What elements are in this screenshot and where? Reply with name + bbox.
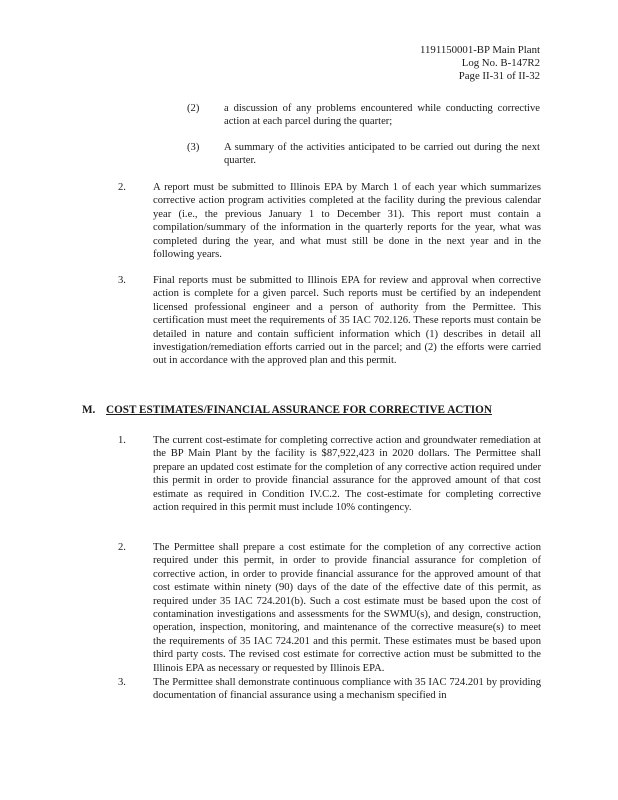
- list-item-report-annual: [118, 181, 543, 261]
- header-facility-id: 1191150001-BP Main Plant: [420, 44, 540, 56]
- list-item-number: 3.: [118, 677, 126, 688]
- list-item-number: 1.: [118, 435, 126, 446]
- list-item-financial-assurance: [118, 676, 543, 703]
- sub-item-number: (3): [187, 142, 200, 153]
- header-page-number: Page II-31 of II-32: [458, 70, 540, 83]
- list-item-current-cost-estimate: [118, 434, 543, 514]
- sub-item-number: (2): [187, 103, 200, 114]
- sub-item-text: A summary of the activities anticipated to be carried out during the next quarter.: [224, 142, 540, 167]
- list-item-text: The Permittee shall demonstrate continuous compliance with 35 IAC 724.201 by providing documentation of financial assurance using a mechanism specified in: [153, 677, 541, 702]
- list-item-text: The Permittee shall prepare a cost estimate for the completion of any corrective action required under this permit, in order to provide financial assurance for completion of corrective action, in order to provide financial assurance for the approved amount of that cost estimate within ninety (90) days of the date of the effective date of this permit, as required under 35 IAC 724.201(b). Such a cost estimate must be based upon the cost of contamination investigations and assessments for the SWMU(s), and design, construction, operation, inspection, monitoring, and maintenance of the corrective measure(s) to meet the requirements of 35 IAC 724.201 and this permit. These estimates must be based upon third party costs. The revised cost estimate for corrective action must be submitted to the Illinois EPA as necessary or requested by Illinois EPA.: [153, 542, 541, 674]
- list-item-text: Final reports must be submitted to Illinois EPA for review and approval when corrective action is complete for a given parcel. Such reports must be certified by an independent licensed professional engineer and a person of authority from the Permittee. This certification must meet the requirements of 35 IAC 702.126. These reports must contain be detailed in nature and contain sufficient information which (1) describes in detail all investigation/remediation efforts carried out in the parcel; and (2) the efforts were carried out in accordance with the approved plan and this permit.: [153, 275, 541, 367]
- sub-item-text: a discussion of any problems encountered while conducting corrective action at each parcel during the quarter;: [224, 103, 540, 128]
- list-item-number: 2.: [118, 542, 126, 553]
- section-letter: M.: [82, 404, 96, 416]
- section-heading: [82, 404, 492, 417]
- list-item-final-reports: [118, 274, 543, 368]
- list-item-text: A report must be submitted to Illinois EPA by March 1 of each year which summarizes corrective action program activities completed at the facility during the previous calendar year (i.e., the previous January 1 to December 31). This report must contain a compilation/summary of the information in the quarterly reports for the year, what was completed during the year, and what must still be done in the next year and in the following years.: [153, 182, 541, 261]
- sub-item-3: [187, 141, 543, 168]
- sub-item-2: [187, 102, 543, 129]
- list-item-prepare-cost-estimate: [118, 541, 543, 675]
- header-log-number: Log No. B-147R2: [461, 57, 540, 70]
- list-item-text: The current cost-estimate for completing corrective action and groundwater remediation at the BP Main Plant by the facility is $87,922,423 in 2020 dollars. The Permittee shall prepare an updated cost estimate for the completion of any corrective action required under this permit in order to provide financial assurance for the approved amount of that cost estimate as required in Condition IV.C.2. The cost-estimate for completing corrective action required in this permit must include 10% contingency.: [153, 435, 541, 514]
- section-title: COST ESTIMATES/FINANCIAL ASSURANCE FOR CORRECTIVE ACTION: [106, 404, 492, 416]
- list-item-number: 2.: [118, 182, 126, 193]
- list-item-number: 3.: [118, 275, 126, 286]
- page-header: [420, 44, 540, 84]
